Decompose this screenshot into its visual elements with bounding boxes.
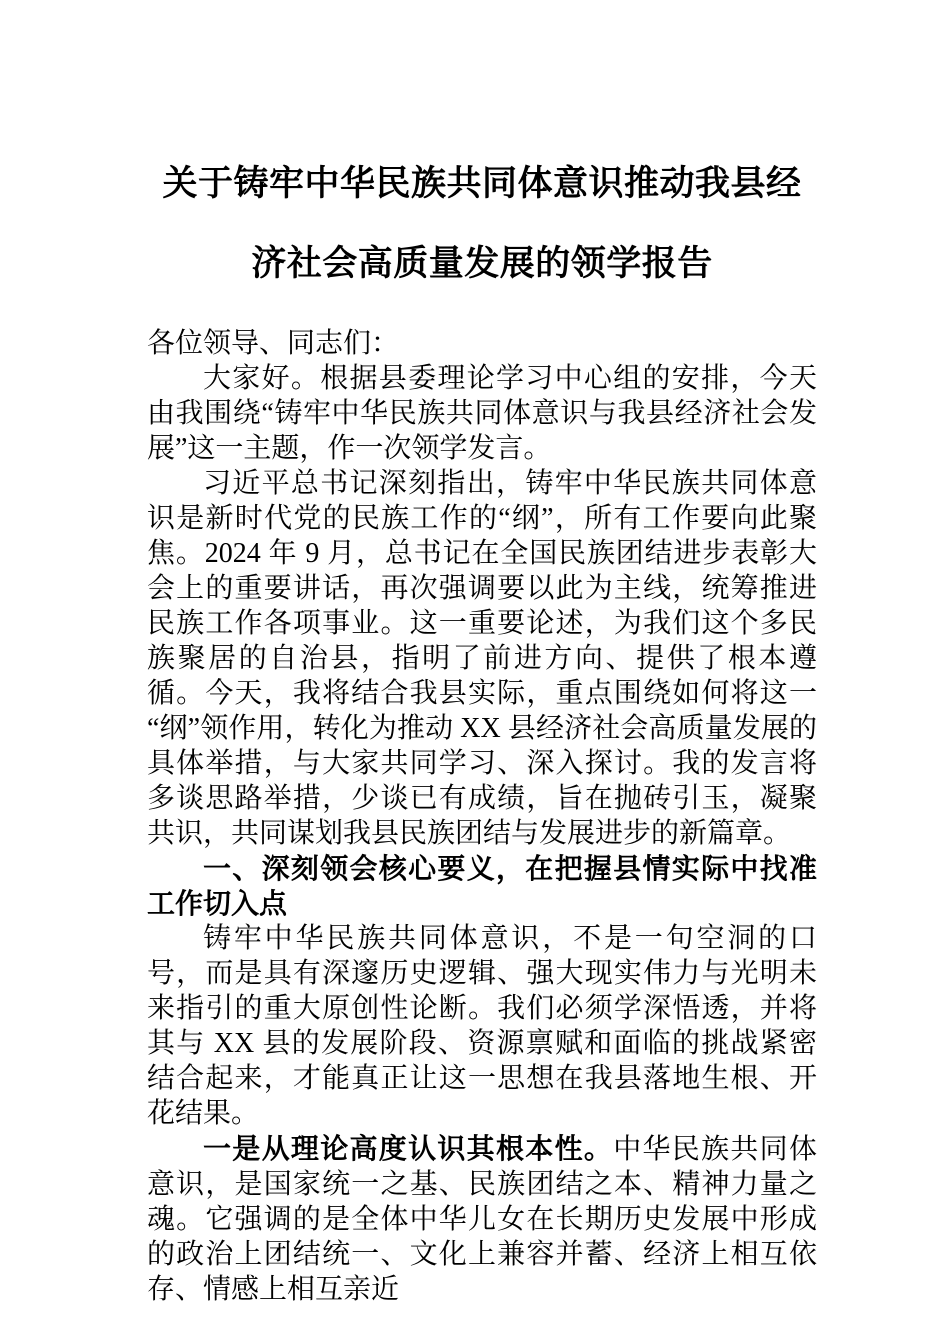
- document-body: [147, 326, 817, 1307]
- document-title: [147, 144, 817, 304]
- paragraph: 一是从理论高度认识其根本性。中华民族共同体意识，是国家统一之基、民族团结之本、精神力量之魂。它强调的是全体中华儿女在长期历史发展中形成的政治上团结统一、文化上兼容并蓄、经济上相互依存、情感上相互亲近: [147, 1133, 817, 1305]
- document-title-line-1: 关于铸牢中华民族共同体意识推动我县经: [162, 164, 802, 203]
- document-title-line-2: 济社会高质量发展的领学报告: [251, 244, 713, 283]
- paragraph: 铸牢中华民族共同体意识，不是一句空洞的口号，而是具有深邃历史逻辑、强大现实伟力与光明未来指引的重大原创性论断。我们必须学深悟透，并将其与 XX 县的发展阶段、资源禀赋和面临的挑战紧密结合起来，才能真正让这一思想在我县落地生根、开花结果。: [147, 923, 817, 1129]
- section-heading: 一、深刻领会核心要义，在把握县情实际中找准工作切入点: [147, 853, 817, 919]
- paragraph: 习近平总书记深刻指出，铸牢中华民族共同体意识是新时代党的民族工作的“纲”，所有工作要向此聚焦。2024 年 9 月，总书记在全国民族团结进步表彰大会上的重要讲话，再次强调要以此为主线，统筹推进民族工作各项事业。这一重要论述，为我们这个多民族聚居的自治县，指明了前进方向、提供了根本遵循。今天，我将结合我县实际，重点围绕如何将这一“纲”领作用，转化为推动 XX 县经济社会高质量发展的具体举措，与大家共同学习、深入探讨。我的发言将多谈思路举措，少谈已有成绩，旨在抛砖引玉，凝聚共识，共同谋划我县民族团结与发展进步的新篇章。: [147, 468, 817, 849]
- paragraph: 大家好。根据县委理论学习中心组的安排，今天由我围绕“铸牢中华民族共同体意识与我县经济社会发展”这一主题，作一次领学发言。: [147, 363, 817, 464]
- paragraph: 各位领导、同志们：: [147, 328, 400, 359]
- paragraph-lead-bold: 一是从理论高度认识其根本性。: [203, 1133, 614, 1164]
